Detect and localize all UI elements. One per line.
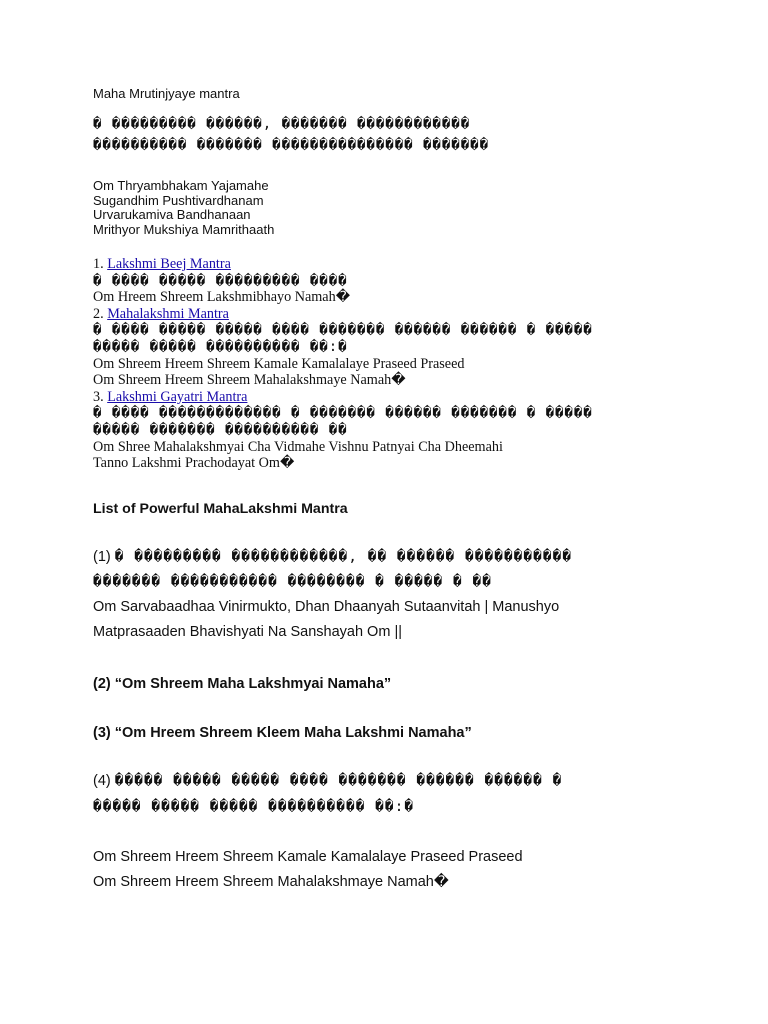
mahalakshmi-mantra-link[interactable]: Mahalakshmi Mantra: [107, 305, 229, 322]
mantra-text: Om Hreem Shreem Lakshmibhayo Namah�: [93, 289, 351, 306]
sanskrit-line: � ���� ������������� � ������� ������ ������� � �����: [93, 405, 593, 422]
sanskrit-line: � ���� ����� ��������� ����: [93, 272, 348, 289]
lakshmi-gayatri-mantra-link[interactable]: Lakshmi Gayatri Mantra: [107, 388, 248, 405]
list-item-3: (3) “Om Hreem Shreem Kleem Maha Lakshmi Namaha”: [93, 725, 472, 741]
mantra-item-3: [93, 389, 593, 406]
transliteration-block: [93, 179, 274, 238]
sanskrit-line: � ���� ����� ����� ���� ������� ������ ������ � �����: [93, 322, 593, 339]
mantra-item-1: [93, 256, 593, 273]
page-title: Maha Mrutinjyaye mantra: [93, 86, 240, 101]
sanskrit-text: � ��������� ������������, �� ������ �����������: [114, 549, 573, 565]
item-number: (4): [93, 773, 115, 789]
mantra-item-2: [93, 306, 593, 323]
sanskrit-line: ����� ����� ���������� ��:�: [93, 338, 348, 355]
mantra-number: 3.: [93, 388, 104, 405]
list-heading: List of Powerful MahaLakshmi Mantra: [93, 501, 348, 517]
transliteration-line: Sugandhim Pushtivardhanam: [93, 192, 264, 208]
list-item-1-text: Om Sarvabaadhaa Vinirmukto, Dhan Dhaanyah Sutaanvitah | Manushyo: [93, 599, 560, 615]
mantra-number: 2.: [93, 305, 104, 322]
sanskrit-line: ������� ����������� �������� � ����� � ��: [93, 574, 492, 590]
list-item-4-transliteration: [93, 849, 523, 899]
list-item-1-sanskrit-line: [93, 549, 572, 574]
mantra-number: 1.: [93, 256, 104, 272]
sanskrit-text: ����� ����� ����� ���� ������� ������ ������ �: [114, 773, 563, 789]
list-item-1: [93, 549, 572, 649]
sanskrit-line: ����� ������� ���������� ��: [93, 421, 348, 438]
sanskrit-line: ����� ����� ����� ���������� ��:�: [93, 799, 415, 815]
list-item-4-text: Om Shreem Hreem Shreem Kamale Kamalalaye Praseed Praseed: [93, 849, 523, 865]
lakshmi-beej-mantra-link[interactable]: Lakshmi Beej Mantra: [107, 256, 231, 272]
transliteration-line: Mrithyor Mukshiya Mamrithaath: [93, 222, 275, 238]
sanskrit-block-mrutinjyaye: [93, 114, 489, 156]
mantra-list: [93, 256, 593, 472]
list-item-4-sanskrit-line: [93, 773, 562, 799]
list-item-4-text: Om Shreem Hreem Shreem Mahalakshmaye Namah�: [93, 874, 449, 890]
item-number: (1): [93, 549, 115, 565]
list-item-2: (2) “Om Shreem Maha Lakshmyai Namaha”: [93, 676, 392, 692]
mantra-text: Om Shree Mahalakshmyai Cha Vidmahe Vishnu Patnyai Cha Dheemahi: [93, 438, 503, 455]
list-item-1-text: Matprasaaden Bhavishyati Na Sanshayah Om ||: [93, 624, 402, 640]
list-item-4: [93, 773, 562, 825]
sanskrit-line: ���������� ������� ��������������� �������: [93, 137, 490, 153]
sanskrit-line: � ��������� ������, ������� ������������: [93, 116, 471, 132]
mantra-text: Tanno Lakshmi Prachodayat Om�: [93, 455, 295, 472]
transliteration-line: Urvarukamiva Bandhanaan: [93, 207, 251, 223]
transliteration-line: Om Thryambhakam Yajamahe: [93, 178, 269, 193]
mantra-text: Om Shreem Hreem Shreem Kamale Kamalalaye Praseed Praseed: [93, 355, 465, 372]
mantra-text: Om Shreem Hreem Shreem Mahalakshmaye Namah�: [93, 372, 406, 389]
